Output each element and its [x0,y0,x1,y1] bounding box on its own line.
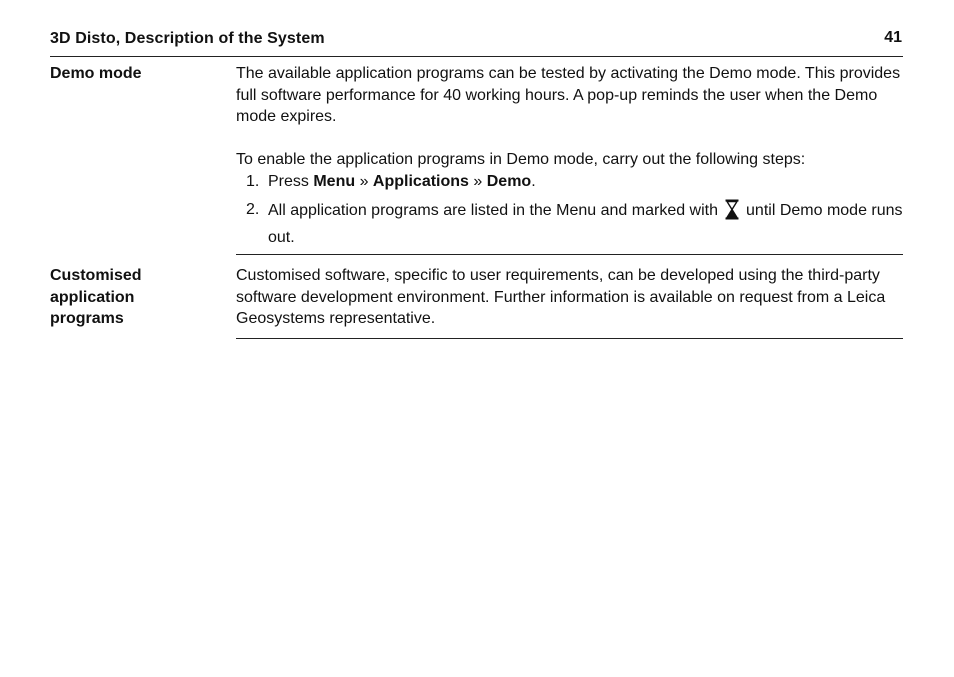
customised-heading-line-3: programs [50,310,124,327]
step-1-number: 1. [246,173,260,190]
header-divider [50,56,903,57]
demo-label: Demo [486,173,532,190]
applications-label: Applications [372,173,469,190]
demo-mode-heading: Demo mode [50,65,142,82]
step-1-prefix: Press [268,173,314,190]
step-2 [246,199,904,248]
hourglass-icon [724,199,740,227]
step-1-separator-1: » [355,173,373,190]
customised-heading-line-2: application [50,288,135,306]
menu-label: Menu [313,173,356,190]
section-divider [236,254,903,255]
customised-programs-heading [50,265,220,330]
step-1 [246,171,904,193]
step-2-text-before: All application programs are listed in the Menu and marked with [268,202,719,219]
step-1-text [268,171,904,193]
section-end-divider [236,338,903,339]
demo-mode-description: The available application programs can be tested by activating the Demo mode. This provides full software performance for 40 working hours. A pop-up reminds the user when the Demo mode expires. [236,65,901,125]
step-2-text [268,199,904,248]
customised-heading-line-1: Customised [50,267,142,284]
step-2-number: 2. [246,201,260,218]
page-number: 41 [884,29,902,46]
demo-mode-instructions: To enable the application programs in Demo mode, carry out the following steps: [236,151,806,168]
customised-programs-description: Customised software, specific to user requirements, can be developed using the third-party software development environment. Further information is available on request from a Leica Geosystems representative. [236,267,886,327]
step-1-suffix: . [531,173,536,190]
step-2-text-after: until Demo mode runs out. [268,202,903,246]
header-title: 3D Disto, Description of the System [50,30,325,47]
step-1-separator-2: » [468,173,487,190]
